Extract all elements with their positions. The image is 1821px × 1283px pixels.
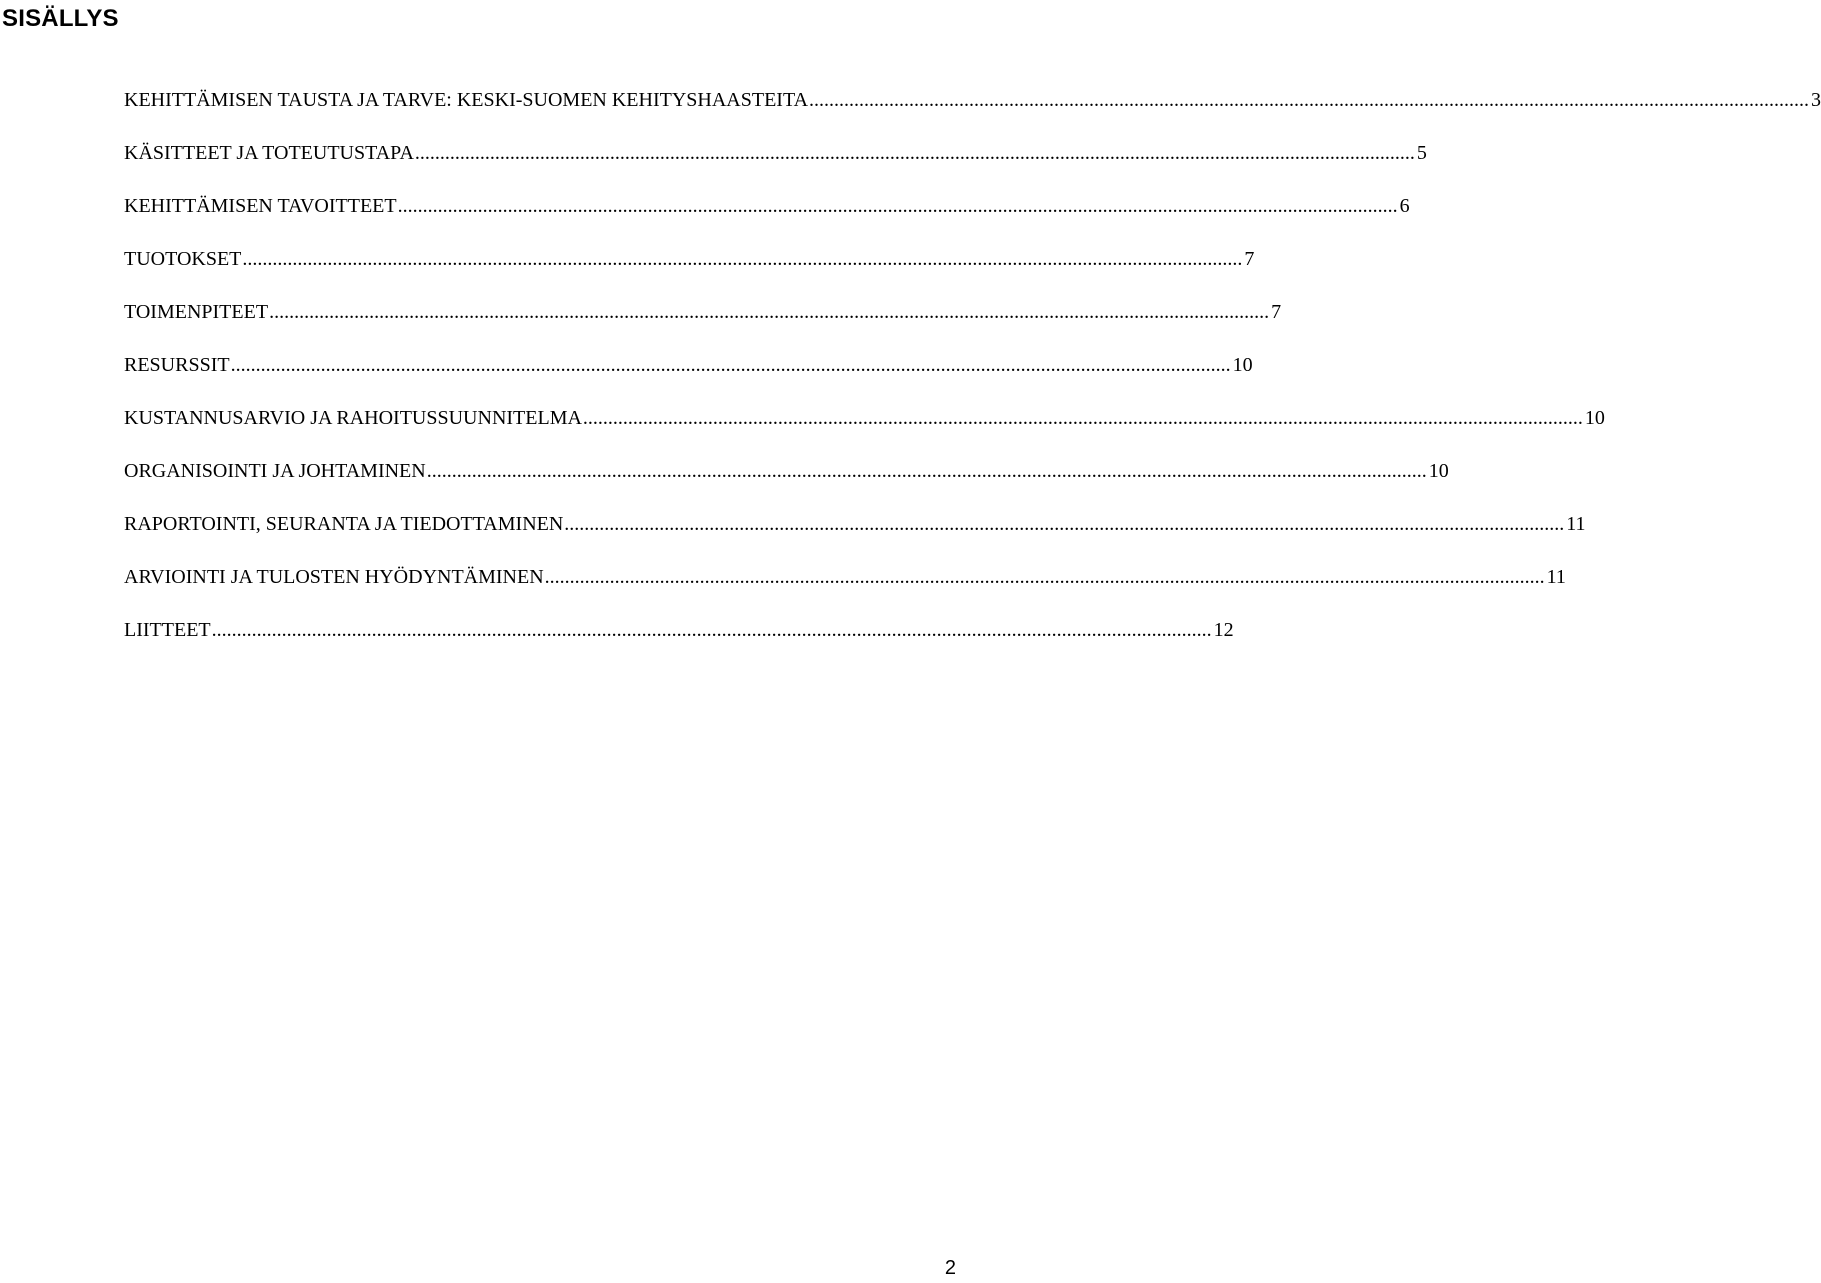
toc-entry-page: 5 xyxy=(1416,142,1427,164)
toc-entry-page: 7 xyxy=(1244,248,1255,270)
toc-entry[interactable] xyxy=(124,351,1253,404)
toc-entry[interactable] xyxy=(124,563,1566,616)
toc-entry-page: 7 xyxy=(1271,301,1282,323)
toc-entry-title: RAPORTOINTI, SEURANTA JA TIEDOTTAMINEN xyxy=(124,513,564,535)
toc-dot-leader: ........................................................................................................................................................................................................ xyxy=(242,248,1243,270)
toc-dot-leader: ........................................................................................................................................................................................................ xyxy=(230,354,1231,376)
table-of-contents xyxy=(124,86,1821,669)
toc-entry-page: 11 xyxy=(1566,513,1586,535)
toc-entry[interactable] xyxy=(124,86,1821,139)
toc-dot-leader: ........................................................................................................................................................................................................ xyxy=(426,460,1427,482)
page-title: SISÄLLYS xyxy=(2,5,119,32)
toc-entry-title: KEHITTÄMISEN TAVOITTEET xyxy=(124,195,397,217)
toc-dot-leader: ........................................................................................................................................................................................................ xyxy=(544,566,1545,588)
toc-dot-leader: ........................................................................................................................................................................................................ xyxy=(809,89,1810,111)
toc-entry-page: 11 xyxy=(1546,566,1566,588)
toc-entry-page: 6 xyxy=(1399,195,1410,217)
toc-entry-page: 3 xyxy=(1811,89,1821,111)
toc-entry[interactable] xyxy=(124,616,1234,669)
toc-entry-title: ORGANISOINTI JA JOHTAMINEN xyxy=(124,460,426,482)
toc-entry[interactable] xyxy=(124,404,1605,457)
toc-dot-leader: ........................................................................................................................................................................................................ xyxy=(211,619,1212,641)
toc-entry[interactable] xyxy=(124,245,1255,298)
toc-dot-leader: ........................................................................................................................................................................................................ xyxy=(269,301,1270,323)
toc-entry-title: KUSTANNUSARVIO JA RAHOITUSSUUNNITELMA xyxy=(124,407,582,429)
toc-entry-title: KÄSITTEET JA TOTEUTUSTAPA xyxy=(124,142,414,164)
toc-entry[interactable] xyxy=(124,510,1586,563)
toc-entry-title: TOIMENPITEET xyxy=(124,301,269,323)
toc-dot-leader: ........................................................................................................................................................................................................ xyxy=(397,195,1398,217)
toc-entry[interactable] xyxy=(124,457,1449,510)
toc-entry[interactable] xyxy=(124,192,1410,245)
toc-entry-title: TUOTOKSET xyxy=(124,248,242,270)
toc-entry-page: 12 xyxy=(1213,619,1234,641)
toc-entry-title: KEHITTÄMISEN TAUSTA JA TARVE: KESKI-SUOMEN KEHITYSHAASTEITA xyxy=(124,89,809,111)
toc-entry[interactable] xyxy=(124,139,1427,192)
toc-entry-title: LIITTEET xyxy=(124,619,211,641)
toc-entry[interactable] xyxy=(124,298,1282,351)
toc-entry-title: ARVIOINTI JA TULOSTEN HYÖDYNTÄMINEN xyxy=(124,566,544,588)
toc-entry-page: 10 xyxy=(1232,354,1253,376)
toc-entry-title: RESURSSIT xyxy=(124,354,230,376)
toc-entry-page: 10 xyxy=(1584,407,1605,429)
toc-dot-leader: ........................................................................................................................................................................................................ xyxy=(582,407,1583,429)
page-number: 2 xyxy=(944,1257,956,1279)
toc-entry-page: 10 xyxy=(1428,460,1449,482)
toc-dot-leader: ........................................................................................................................................................................................................ xyxy=(414,142,1415,164)
toc-dot-leader: ........................................................................................................................................................................................................ xyxy=(564,513,1565,535)
